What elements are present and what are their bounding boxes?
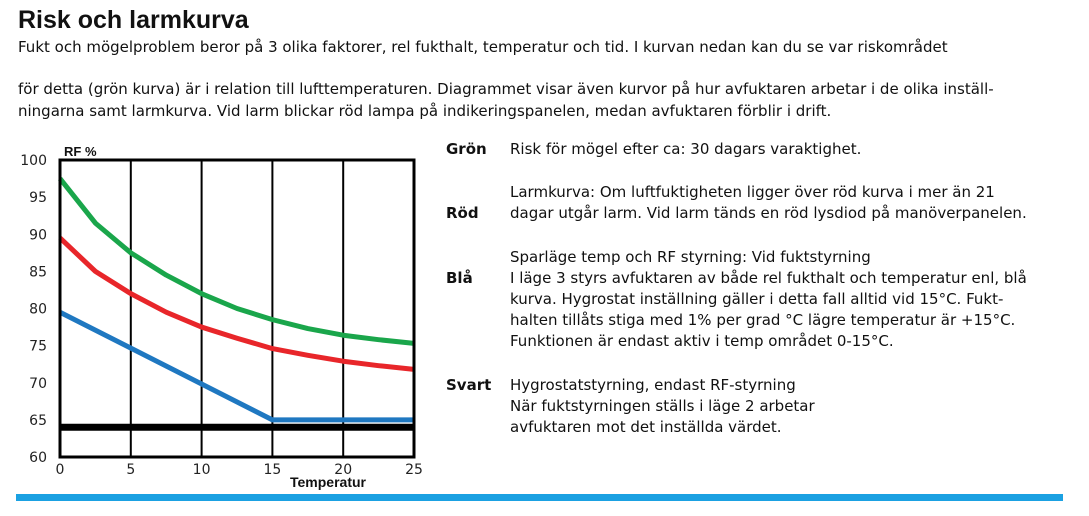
x-tick-label: 15	[263, 462, 282, 478]
x-axis-label: Temperatur	[290, 474, 366, 490]
legend-green-desc	[510, 139, 1070, 160]
x-tick-label: 25	[405, 462, 423, 478]
legend-red-line: dagar utgår larm. Vid larm tänds en röd lysdiod på manöverpanelen.	[510, 204, 1027, 222]
legend-red-desc	[510, 182, 1070, 224]
legend-red-name: Röd	[446, 204, 479, 222]
y-tick-label: 75	[29, 338, 47, 355]
y-tick-label: 70	[29, 375, 47, 392]
x-tick-label: 10	[192, 462, 211, 478]
intro-line-1: Fukt och mögelproblem beror på 3 olika faktorer, rel fukthalt, temperatur och tid. I kurvan nedan kan du se var riskområdet	[18, 38, 948, 56]
x-tick-label: 20	[334, 462, 353, 478]
y-tick-label: 95	[29, 190, 47, 207]
legend-black-line: När fuktstyrningen ställs i läge 2 arbetar	[510, 397, 815, 415]
y-tick-label: 90	[29, 227, 47, 244]
legend-red-line: Larmkurva: Om luftfuktigheten ligger över röd kurva i mer än 21	[510, 183, 995, 201]
y-tick-label: 60	[29, 450, 47, 466]
legend-green-line: Risk för mögel efter ca: 30 dagars varaktighet.	[510, 140, 862, 158]
legend-blue-line: kurva. Hygrostat inställning gäller i detta fall alltid vid 15°C. Fukt-	[510, 290, 1004, 308]
y-tick-label: 100	[20, 153, 47, 169]
legend-green-name: Grön	[446, 140, 487, 158]
legend-blue-desc	[510, 247, 1070, 352]
y-tick-label: 80	[29, 301, 47, 318]
x-tick-label: 5	[126, 462, 136, 478]
page-title: Risk och larmkurva	[18, 6, 249, 34]
legend-blue-line: halten tillåts stiga med 1% per grad °C lägre temperatur är +15°C.	[510, 311, 1016, 329]
series-line-röd	[60, 238, 414, 369]
legend-blue-name: Blå	[446, 269, 473, 287]
legend-black-line: Hygrostatstyrning, endast RF-styrning	[510, 376, 796, 394]
bottom-divider	[16, 494, 1063, 501]
legend-black-desc	[510, 375, 1070, 438]
series-line-grön	[60, 179, 414, 344]
legend-blue-line: Funktionen är endast aktiv i temp området 0-15°C.	[510, 332, 894, 350]
intro-line-3: ningarna samt larmkurva. Vid larm blickar röd lampa på indikeringspanelen, medan avfuktaren förblir i drift.	[18, 102, 832, 120]
y-tick-label: 65	[29, 412, 47, 429]
legend-black-name: Svart	[446, 376, 492, 394]
legend-blue-line: I läge 3 styrs avfuktaren av både rel fukthalt och temperatur enl, blå	[510, 269, 1027, 287]
y-tick-label: 85	[29, 264, 47, 281]
x-tick-label: 0	[55, 462, 65, 478]
y-axis-label: RF %	[64, 144, 97, 159]
rf-temperature-chart	[0, 130, 440, 495]
series-line-blå	[60, 312, 414, 420]
legend-blue-line: Sparläge temp och RF styrning: Vid fuktstyrning	[510, 248, 871, 266]
chart-series	[60, 179, 414, 428]
legend-black-line: avfuktaren mot det inställda värdet.	[510, 418, 782, 436]
intro-line-2: för detta (grön kurva) är i relation till lufttemperaturen. Diagrammet visar även kurvor på hur avfuktaren arbetar i de olika inställ-	[18, 80, 994, 98]
